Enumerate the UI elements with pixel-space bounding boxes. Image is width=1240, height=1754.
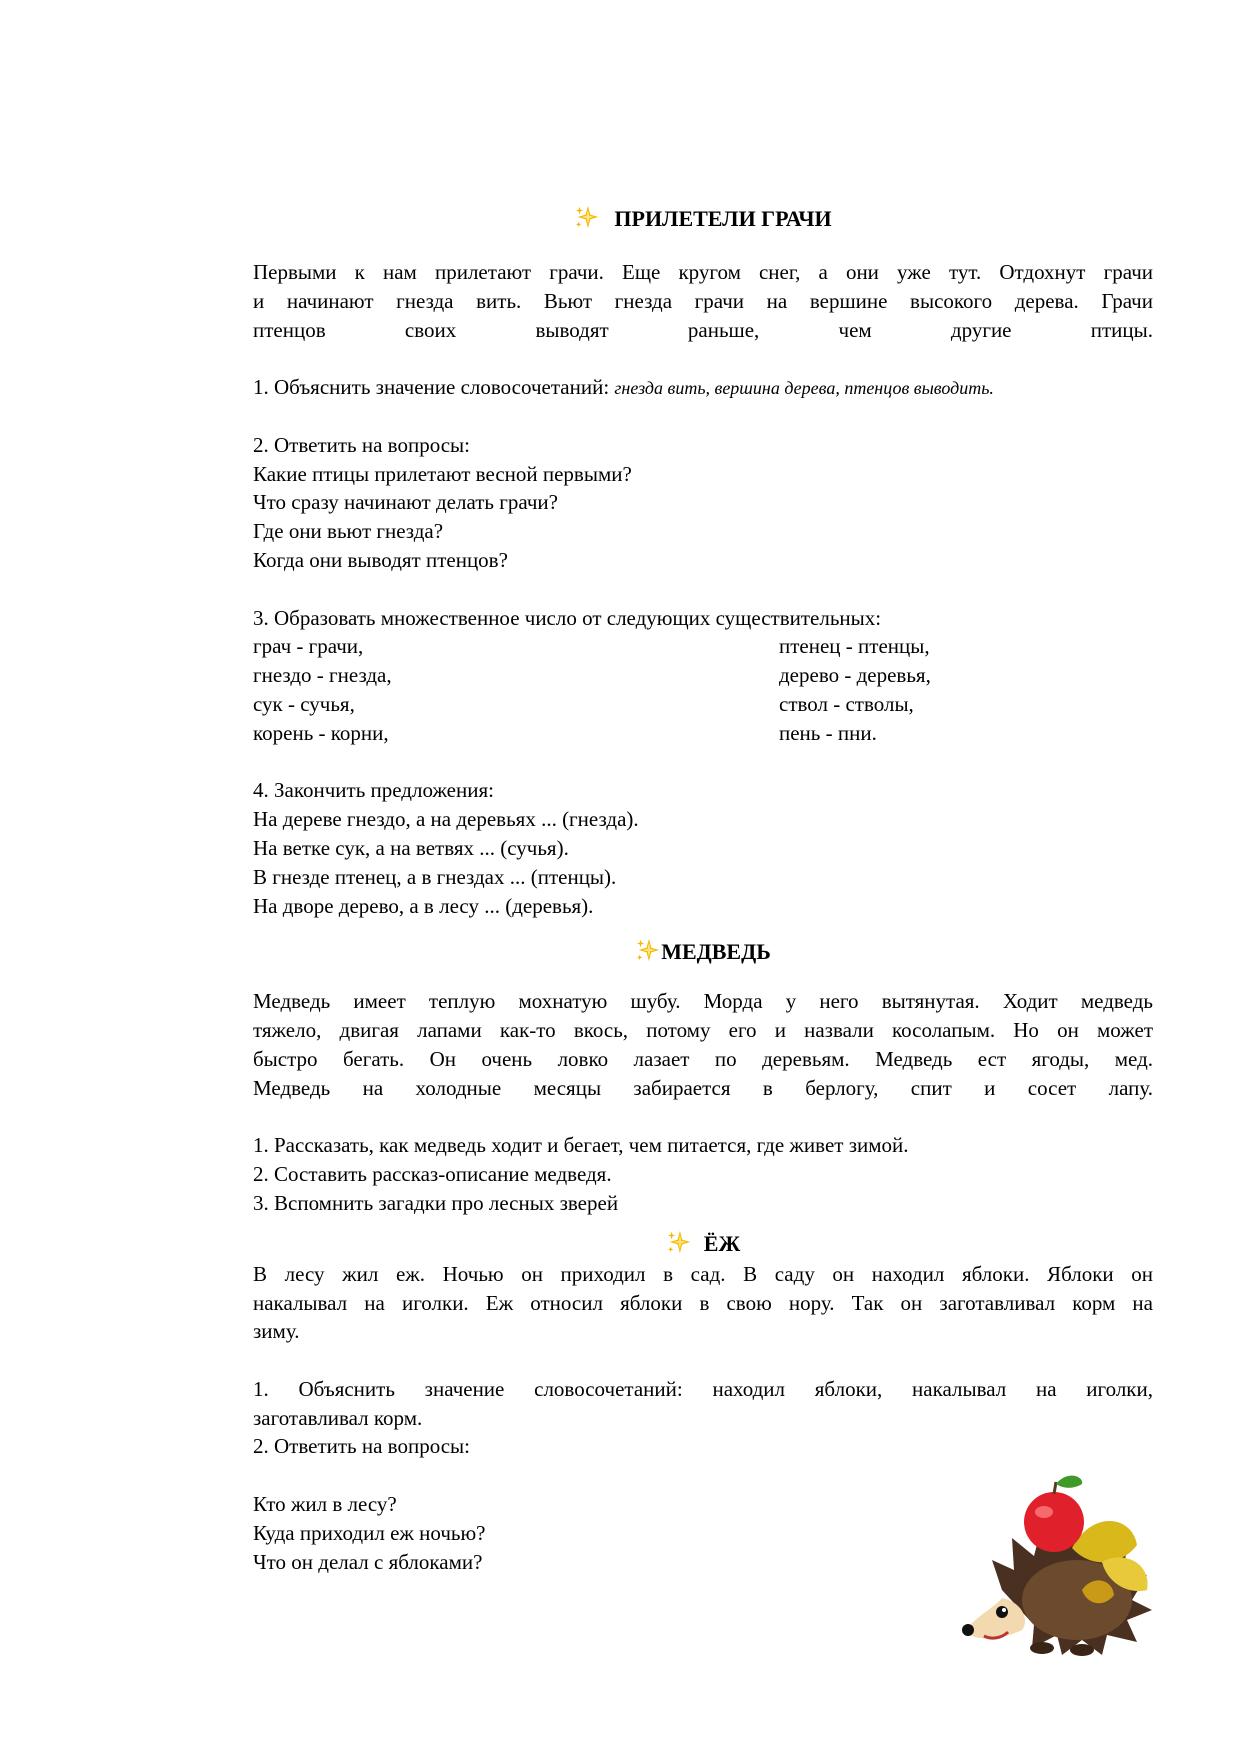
paragraph-line: и начинают гнезда вить. Вьют гнезда грачи на вершине высокого дерева. Грачи [253,288,1153,313]
section-title-grachi: ПРИЛЕТЕЛИ ГРАЧИ [253,200,1153,238]
plural-row: грач - грачи, птенец - птенцы, [253,634,930,659]
question: Куда приходил еж ночью? [253,1520,486,1545]
question: Кто жил в лесу? [253,1492,397,1517]
task-explain-phrases: 1. Объяснить значение словосочетаний: гнезда вить, вершина дерева, птенцов выводить. [253,375,994,400]
task-heading: 2. Ответить на вопросы: [253,432,470,457]
paragraph-line: В лесу жил еж. Ночью он приходил в сад. В саду он находил яблоки. Яблоки он [253,1261,1153,1286]
plural-row: корень - корни, пень - пни. [253,720,877,745]
task: 1. Объяснить значение словосочетаний: находил яблоки, накалывал на иголки, [253,1376,1153,1401]
task: 1. Рассказать, как медведь ходит и бегает, чем питается, где живет зимой. [253,1133,909,1158]
sparkles-icon [574,204,600,230]
sentence: В гнезде птенец, а в гнездах ... (птенцы). [253,864,617,889]
task-heading: 3. Образовать множественное число от следующих существительных: [253,605,882,630]
task: 3. Вспомнить загадки про лесных зверей [253,1190,619,1215]
section-title-ezh: ЁЖ [253,1228,1153,1260]
paragraph-line: накалывал на иголки. Еж относил яблоки в свою нору. Так он заготавливал корм на [253,1290,1153,1315]
sparkles-icon [635,937,661,963]
sentence: На дереве гнездо, а на деревьях ... (гнезда). [253,807,639,832]
paragraph-line: Первыми к нам прилетают грачи. Еще кругом снег, а они уже тут. Отдохнут грачи [253,260,1153,284]
paragraph-line: тяжело, двигая лапами как-то вкось, потому его и назвали косолапым. Но он может [253,1018,1153,1043]
paragraph-line: быстро бегать. Он очень ловко лазает по деревьям. Медведь ест ягоды, мед. [253,1046,1153,1071]
plural-row: сук - сучья, ствол - стволы, [253,691,914,716]
plural-row: гнездо - гнезда, дерево - деревья, [253,663,931,688]
question: Какие птицы прилетают весной первыми? [253,461,632,486]
hedgehog-with-apple-illustration [962,1470,1162,1660]
task: 2. Составить рассказ-описание медведя. [253,1162,612,1187]
worksheet [253,200,1153,1576]
sentence: На дворе дерево, а в лесу ... (деревья). [253,893,594,918]
task-heading: 4. Закончить предложения: [253,778,494,803]
sparkles-icon [666,1229,692,1255]
paragraph-line: Медведь имеет теплую мохнатую шубу. Морда у него вытянутая. Ходит медведь [253,989,1153,1014]
paragraph-line: птенцов своих выводят раньше, чем другие птицы. [253,317,1153,342]
task-heading: 2. Ответить на вопросы: [253,1434,470,1459]
question: Где они вьют гнезда? [253,519,444,544]
question: Когда они выводят птенцов? [253,547,508,572]
paragraph-line: зиму. [253,1319,300,1344]
italic-phrases: гнезда вить, вершина дерева, птенцов выводить. [614,378,994,399]
task: заготавливал корм. [253,1405,423,1430]
question: Что он делал с яблоками? [253,1549,483,1574]
section-title-medved: МЕДВЕДЬ [253,932,1153,972]
question: Что сразу начинают делать грачи? [253,490,558,515]
paragraph-line: Медведь на холодные месяцы забирается в берлогу, спит и сосет лапу. [253,1075,1153,1100]
sentence: На ветке сук, а на ветвях ... (сучья). [253,835,569,860]
